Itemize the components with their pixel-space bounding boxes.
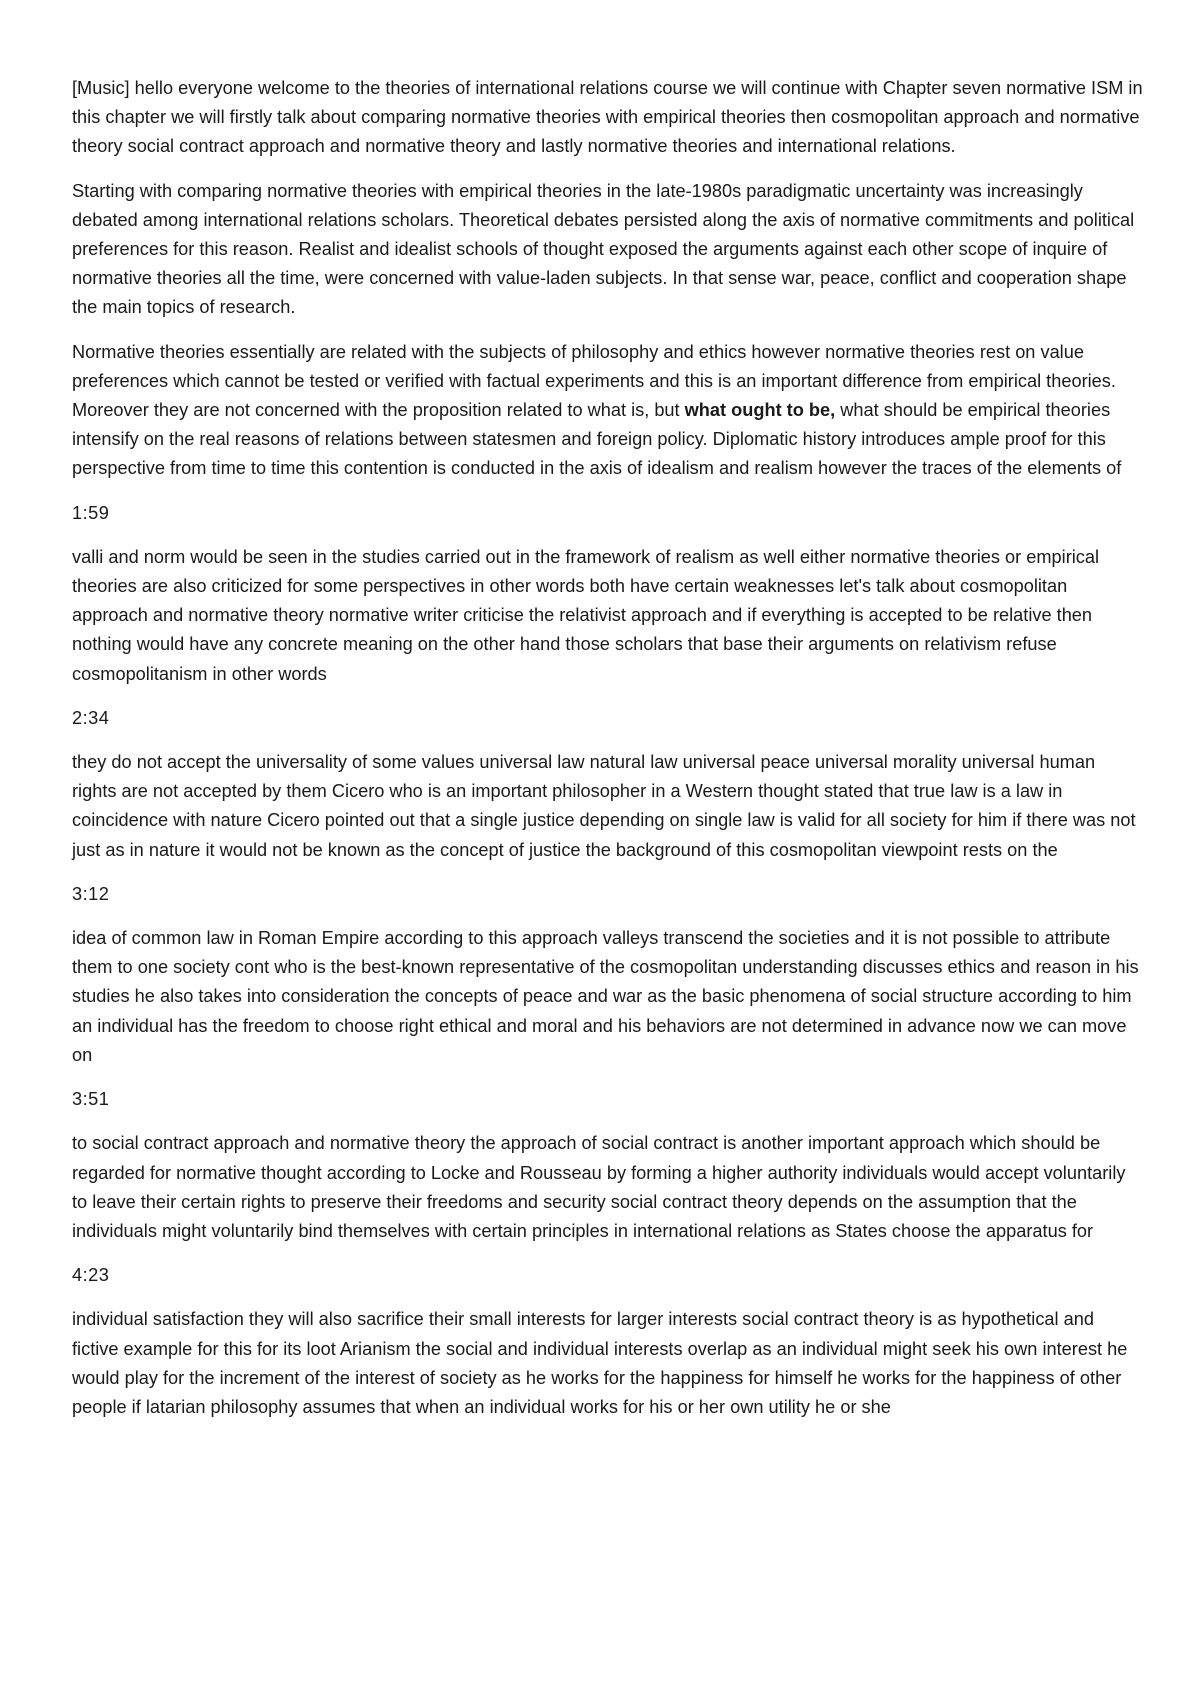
paragraph-intro: [Music] hello everyone welcome to the theories of international relations course we will continue with Chapter seven normative ISM in this chapter we will firstly talk about comparing normative theories with empirical theories then cosmopolitan approach and normative theory social contract approach and normative theory and lastly normative theories and international relations. (72, 78, 1143, 157)
paragraph-common-law: idea of common law in Roman Empire according to this approach valleys transcend the societies and it is not possible to attribute them to one society cont who is the best-known representative of the cosmopolitan understanding discusses ethics and reason in his studies he also takes into consideration the concepts of peace and war as the basic phenomena of social structure according to him an individual has the freedom to choose right ethical and moral and his behaviors are not determined in advance now we can move on (72, 928, 1139, 1065)
paragraph-comparing-theories: Starting with comparing normative theories with empirical theories in the late-1980s paradigmatic uncertainty was increasingly debated among international relations scholars. Theoretical debates persisted along the axis of normative commitments and political preferences for this reason. Realist and idealist schools of thought exposed the arguments against each other scope of inquire of normative theories all the time, were concerned with value-laden subjects. In that sense war, peace, conflict and cooperation shape the main topics of research. (72, 180, 1135, 318)
timestamp: 4:23 (72, 1265, 110, 1286)
paragraph-universality: they do not accept the universality of some values universal law natural law universal peace universal morality universal human rights are not accepted by them Cicero who is an important philosopher in a Western thought stated that true law is a law in coincidence with nature Cicero pointed out that a single justice depending on single law is valid for all society for him if there was not just as in nature it would not be known as the concept of justice the background of this cosmopolitan viewpoint rests on the (72, 752, 1136, 860)
paragraph-normative-ethics-start: Normative theories essentially are related with the subjects of philosophy and ethics however normative theories rest on value preferences which cannot be tested or verified with factual experiments and this is an important difference from empirical theories. Moreover they are not concerned with the proposition related to what is, but (72, 341, 1116, 421)
paragraph-individual-satisfaction: individual satisfaction they will also sacrifice their small interests for larger interests social contract theory is as hypothetical and fictive example for this for its loot Arianism the social and individual interests overlap as an individual might seek his own interest he would play for the increment of the interest of society as he works for the happiness for himself he works for the happiness of other people if latarian philosophy assumes that when an individual works for his or her own utility he or she (72, 1309, 1128, 1417)
paragraph-normative-ethics-end: what should be empirical theories intensify on the real reasons of relations between statesmen and foreign policy. Diplomatic history introduces ample proof for this perspective from time to time this contention is conducted in the axis of idealism and realism however the traces of the elements of (72, 400, 1122, 479)
timestamp: 2:34 (72, 707, 110, 728)
timestamp: 3:51 (72, 1089, 110, 1110)
timestamp: 3:12 (72, 883, 110, 904)
timestamp: 1:59 (72, 502, 110, 523)
transcript-body (72, 74, 1144, 1437)
emphasis-what-ought-to-be: what ought to be, (684, 400, 836, 421)
paragraph-cosmopolitan-approach: valli and norm would be seen in the studies carried out in the framework of realism as well either normative theories or empirical theories are also criticized for some perspectives in other words both have certain weaknesses let's talk about cosmopolitan approach and normative theory normative writer criticise the relativist approach and if everything is accepted to be relative then nothing would have any concrete meaning on the other hand those scholars that base their arguments on relativism refuse cosmopolitanism in other words (72, 546, 1100, 684)
paragraph-social-contract: to social contract approach and normative theory the approach of social contract is another important approach which should be regarded for normative thought according to Locke and Rousseau by forming a higher authority individuals would accept voluntarily to leave their certain rights to preserve their freedoms and security social contract theory depends on the assumption that the individuals might voluntarily bind themselves with certain principles in international relations as States choose the apparatus for (72, 1133, 1126, 1241)
paragraph-normative-ethics (72, 338, 1144, 484)
